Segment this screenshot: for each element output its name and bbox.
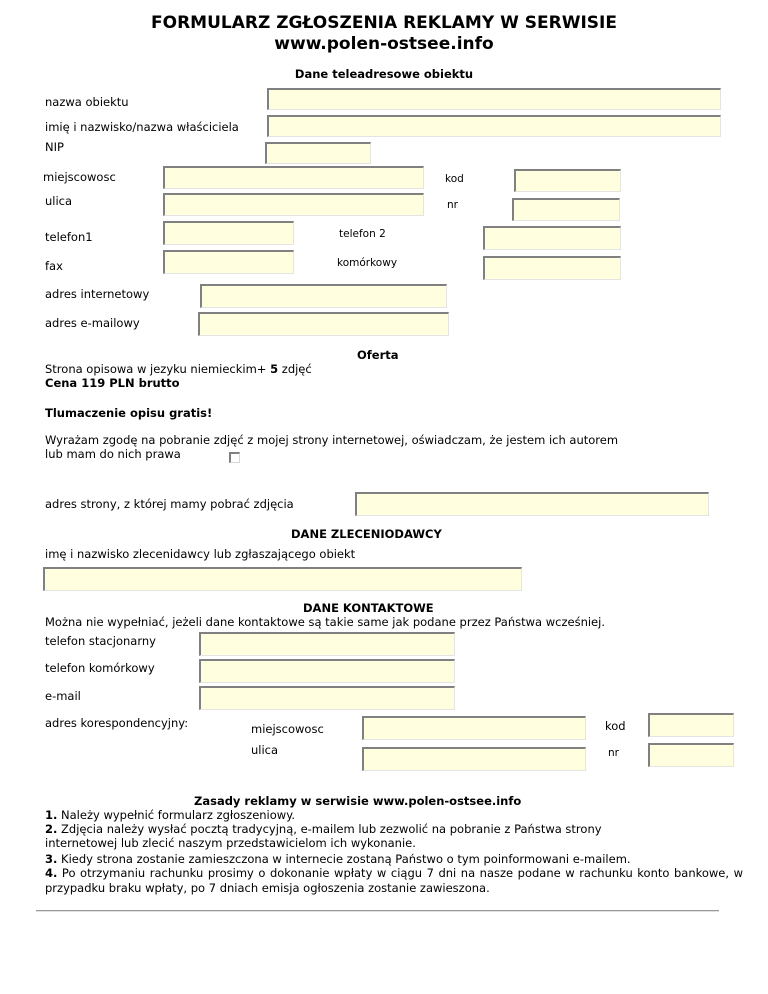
contact-data-heading: DANE KONTAKTOWE — [303, 601, 434, 615]
postcode-input[interactable] — [514, 169, 621, 192]
rule-1: 1. Należy wypełnić formularz zgłoszeniowy. — [45, 808, 296, 822]
contact-email-label: e-mail — [45, 689, 81, 703]
object-name-label: nazwa obiektu — [45, 95, 129, 109]
nip-input[interactable] — [265, 142, 371, 164]
contact-street-label: ulica — [251, 743, 279, 757]
offer-description: Strona opisowa w jezyku niemieckim+ 5 zdjęć — [45, 362, 312, 376]
consent-text-line1: Wyrażam zgodę na pobranie zdjęć z mojej strony internetowej, oświadczam, że jestem ich autorem — [45, 433, 619, 447]
contact-street-input[interactable] — [362, 747, 586, 771]
rule-3: 3. Kiedy strona zostanie zamieszczona w internecie zostaną Państwo o tym poinformowani e-mailem. — [45, 852, 631, 866]
fax-label: fax — [45, 259, 63, 273]
rules-heading: Zasady reklamy w serwisie www.polen-ostsee.info — [194, 794, 522, 808]
number-label: nr — [447, 199, 458, 211]
mobile-label: komórkowy — [337, 257, 398, 269]
mobile-input[interactable] — [483, 256, 621, 280]
client-heading: DANE ZLECENIODAWCY — [291, 527, 442, 541]
city-input[interactable] — [163, 166, 424, 189]
offer-heading: Oferta — [357, 348, 399, 362]
photos-url-label: adres strony, z której mamy pobrać zdjęcia — [45, 497, 294, 511]
client-name-label: imę i nazwisko zlecenidawcy lub zgłaszającego obiekt — [45, 547, 356, 561]
contact-city-input[interactable] — [362, 716, 586, 740]
form-title: FORMULARZ ZGŁOSZENIA REKLAMY W SERWISIE — [151, 13, 617, 33]
site-url: www.polen-ostsee.info — [274, 34, 494, 54]
fax-input[interactable] — [163, 250, 294, 274]
phone1-label: telefon1 — [45, 230, 93, 244]
email-input[interactable] — [198, 312, 449, 336]
postcode-label: kod — [445, 173, 464, 185]
contact-data-note: Można nie wypełniać, jeżeli dane kontaktowe są takie same jak podane przez Państwa wcześniej. — [45, 615, 605, 629]
mobile-phone-input[interactable] — [199, 659, 455, 683]
contact-city-label: miejscowosc — [251, 722, 324, 736]
website-label: adres internetowy — [45, 287, 150, 301]
owner-name-input[interactable] — [267, 115, 721, 137]
contact-section-heading: Dane teleadresowe obiektu — [294, 67, 474, 81]
translation-note: Tlumaczenie opisu gratis! — [45, 406, 213, 420]
rule-2-continued: internetowej lub zlecić naszym przedstawicielom ich wykonanie. — [45, 836, 416, 850]
phone2-input[interactable] — [483, 226, 621, 250]
landline-label: telefon stacjonarny — [45, 634, 156, 648]
contact-postcode-input[interactable] — [648, 713, 734, 737]
contact-number-label: nr — [608, 747, 619, 759]
nip-label: NIP — [45, 140, 64, 154]
offer-price: Cena 119 PLN brutto — [45, 376, 180, 390]
street-label: ulica — [45, 194, 73, 208]
consent-checkbox[interactable] — [229, 452, 240, 463]
owner-name-label: imię i nazwisko/nazwa właściciela — [45, 120, 239, 134]
contact-number-input[interactable] — [648, 743, 734, 767]
mobile-phone-label: telefon komórkowy — [45, 661, 155, 675]
contact-postcode-label: kod — [605, 719, 626, 733]
client-name-input[interactable] — [43, 567, 522, 591]
photos-url-input[interactable] — [355, 492, 709, 516]
email-label: adres e-mailowy — [45, 316, 140, 330]
consent-text-line2: lub mam do nich prawa — [45, 447, 181, 461]
rule-4: 4. Po otrzymaniu rachunku prosimy o dokonanie wpłaty w ciągu 7 dni na nasze podane w rachunku konto bankowe, w przypadku braku wpłaty, po 7 dniach emisja ogłoszenia zostanie zawieszona. — [45, 866, 743, 895]
street-input[interactable] — [163, 193, 424, 216]
number-input[interactable] — [512, 198, 620, 221]
phone1-input[interactable] — [163, 221, 294, 245]
object-name-input[interactable] — [267, 88, 721, 110]
city-label: miejscowosc — [43, 170, 116, 184]
address-label: adres korespondencyjny: — [45, 716, 189, 730]
rule-2: 2. Zdjęcia należy wysłać pocztą tradycyjną, e-mailem lub zezwolić na pobranie z Państwa strony — [45, 822, 602, 836]
website-input[interactable] — [200, 284, 447, 308]
bottom-divider — [36, 910, 719, 912]
contact-email-input[interactable] — [199, 686, 455, 710]
landline-input[interactable] — [199, 632, 455, 656]
phone2-label: telefon 2 — [339, 228, 386, 240]
